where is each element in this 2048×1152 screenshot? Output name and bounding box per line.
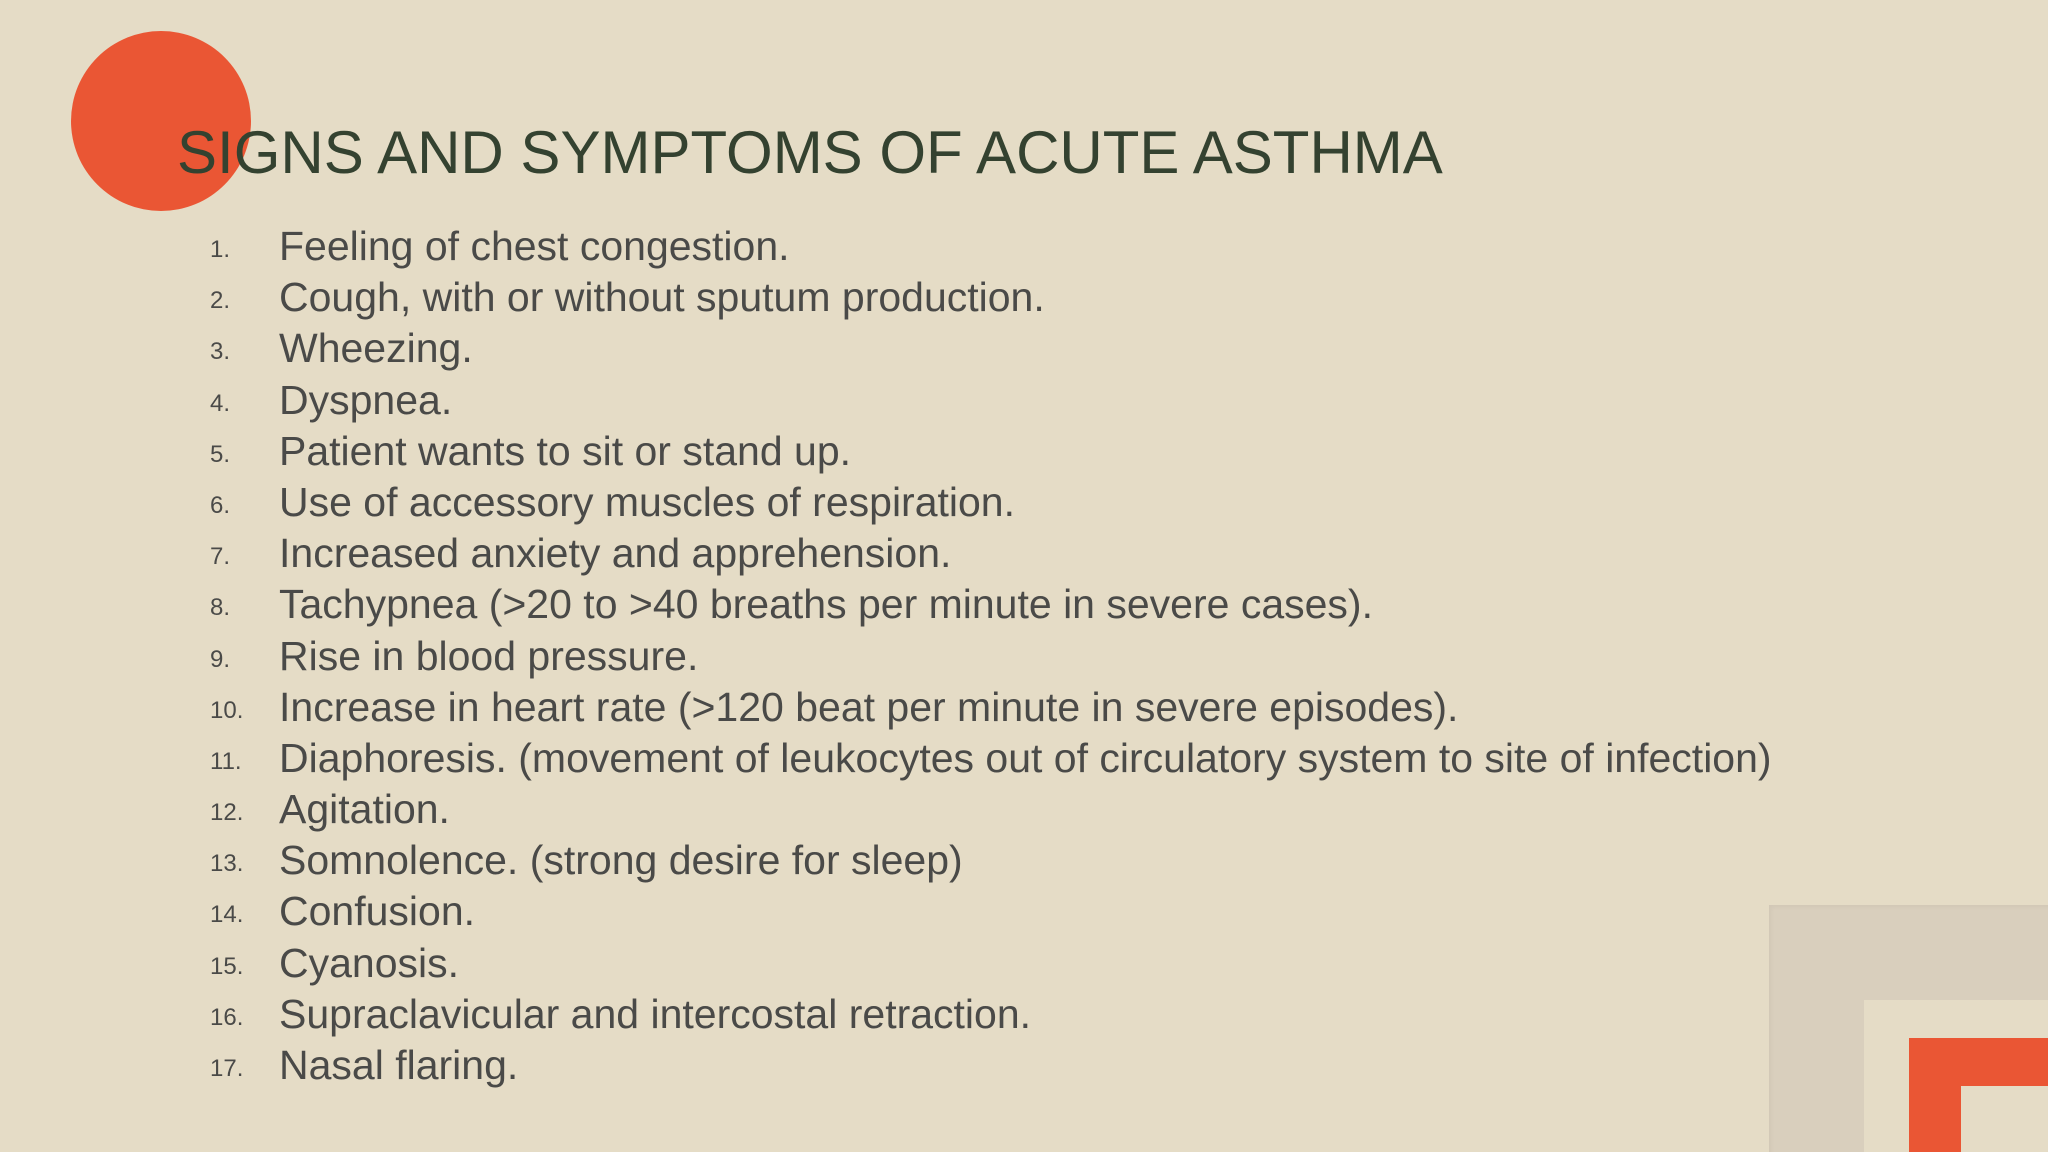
item-number: 6. xyxy=(210,491,231,519)
item-text: Increased anxiety and apprehension. xyxy=(279,530,952,577)
item-number: 8. xyxy=(210,594,231,622)
item-number: 5. xyxy=(210,440,231,468)
list-item xyxy=(0,374,1900,425)
symptom-list xyxy=(0,220,1900,1090)
list-item xyxy=(0,937,1900,988)
item-text: Wheezing. xyxy=(279,325,473,372)
item-number: 11. xyxy=(210,747,242,775)
list-item xyxy=(0,834,1900,885)
item-number: 2. xyxy=(210,287,231,315)
item-text: Use of accessory muscles of respiration. xyxy=(279,478,1015,525)
item-number: 12. xyxy=(210,799,244,827)
item-number: 10. xyxy=(210,696,244,724)
item-number: 16. xyxy=(210,1003,244,1031)
item-number: 13. xyxy=(210,850,244,878)
item-number: 3. xyxy=(210,338,231,366)
item-number: 14. xyxy=(210,901,244,929)
item-text: Supraclavicular and intercostal retraction. xyxy=(279,990,1032,1037)
item-text: Confusion. xyxy=(279,888,476,935)
item-text: Nasal flaring. xyxy=(279,1042,519,1088)
list-item xyxy=(0,578,1900,629)
item-number: 1. xyxy=(210,236,231,263)
list-item xyxy=(0,476,1900,527)
item-number: 15. xyxy=(210,952,244,980)
slide-title: SIGNS AND SYMPTOMS OF ACUTE ASTHMA xyxy=(177,119,1443,186)
item-text: Rise in blood pressure. xyxy=(279,632,699,679)
item-number: 7. xyxy=(210,543,231,571)
item-text: Cyanosis. xyxy=(279,939,460,986)
item-number: 17. xyxy=(210,1055,244,1082)
list-item xyxy=(0,630,1900,681)
item-text: Patient wants to sit or stand up. xyxy=(279,427,852,474)
item-text: Tachypnea (>20 to >40 breaths per minute in severe cases). xyxy=(279,581,1373,628)
list-item xyxy=(0,681,1900,732)
list-item xyxy=(0,732,1900,783)
item-text: Feeling of chest congestion. xyxy=(279,223,790,269)
list-item xyxy=(0,425,1900,476)
list-item xyxy=(0,885,1900,936)
list-item xyxy=(0,527,1900,578)
item-number: 4. xyxy=(210,389,231,417)
item-text: Diaphoresis. (movement of leukocytes out of circulatory system to site of infection) xyxy=(279,734,1772,781)
item-text: Somnolence. (strong desire for sleep) xyxy=(279,837,963,884)
list-item xyxy=(0,1039,1900,1090)
item-number: 9. xyxy=(210,645,231,673)
list-item xyxy=(0,220,1900,271)
list-item xyxy=(0,988,1900,1039)
item-text: Cough, with or without sputum production. xyxy=(279,274,1045,321)
item-text: Agitation. xyxy=(279,786,450,833)
list-item xyxy=(0,783,1900,834)
decorative-corner-center xyxy=(1961,1086,2048,1152)
list-item xyxy=(0,322,1900,373)
item-text: Increase in heart rate (>120 beat per minute in severe episodes). xyxy=(279,683,1459,730)
item-text: Dyspnea. xyxy=(279,376,453,423)
list-item xyxy=(0,271,1900,322)
